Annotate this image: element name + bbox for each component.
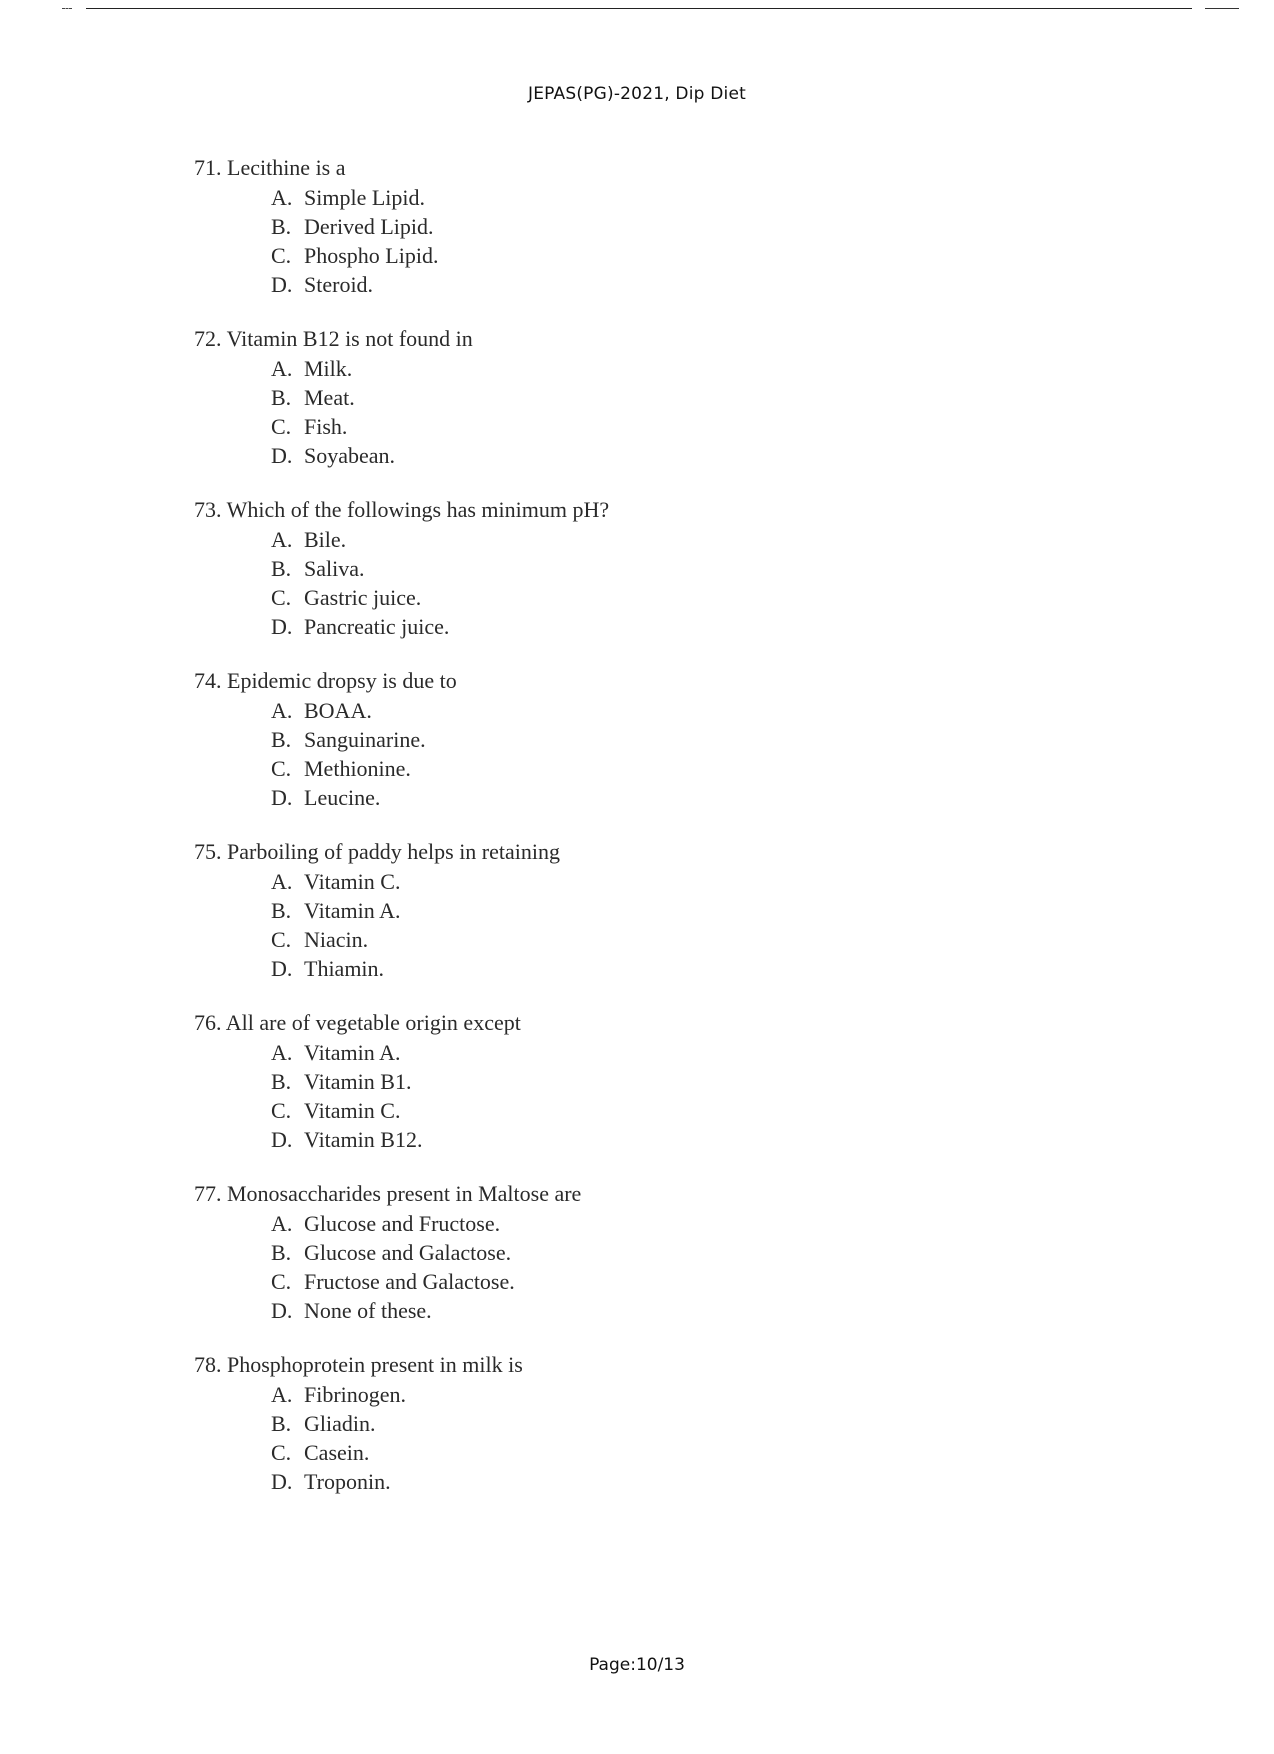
- answer-option: [271, 1438, 1094, 1467]
- answer-option: [271, 383, 1094, 412]
- question-stem: Lecithine is a: [227, 155, 346, 180]
- question-text: [194, 1351, 1094, 1380]
- option-text: Vitamin C.: [304, 869, 401, 894]
- option-text: Methionine.: [304, 756, 411, 781]
- option-text: Simple Lipid.: [304, 185, 425, 210]
- answer-option: [271, 1238, 1094, 1267]
- option-text: Niacin.: [304, 927, 369, 952]
- question-stem: All are of vegetable origin except: [225, 1010, 521, 1035]
- answer-option: [271, 1380, 1094, 1409]
- option-letter: D.: [271, 614, 293, 639]
- question-stem: Phosphoprotein present in milk is: [227, 1352, 523, 1377]
- question-text: [194, 1180, 1094, 1209]
- option-letter: B.: [271, 1069, 292, 1094]
- answer-option: [271, 1096, 1094, 1125]
- option-text: Glucose and Galactose.: [304, 1240, 512, 1265]
- option-letter: A.: [271, 1382, 293, 1407]
- answer-option: [271, 212, 1094, 241]
- option-letter: B.: [271, 556, 292, 581]
- question-text: [194, 1009, 1094, 1038]
- question-stem: Epidemic dropsy is due to: [227, 668, 457, 693]
- question-item: [194, 1009, 1094, 1154]
- option-list: [194, 867, 1094, 983]
- question-number: 77.: [194, 1181, 222, 1206]
- answer-option: [271, 1267, 1094, 1296]
- option-letter: C.: [271, 585, 292, 610]
- option-letter: D.: [271, 785, 293, 810]
- answer-option: [271, 925, 1094, 954]
- option-list: [194, 1380, 1094, 1496]
- option-letter: C.: [271, 927, 292, 952]
- answer-option: [271, 954, 1094, 983]
- question-number: 71.: [194, 155, 222, 180]
- option-letter: C.: [271, 243, 292, 268]
- option-text: Gliadin.: [304, 1411, 376, 1436]
- option-text: Vitamin A.: [304, 898, 401, 923]
- answer-option: [271, 241, 1094, 270]
- page-header: JEPAS(PG)-2021, Dip Diet: [528, 84, 746, 104]
- option-text: Bile.: [304, 527, 347, 552]
- option-text: Leucine.: [304, 785, 381, 810]
- question-number: 78.: [194, 1352, 222, 1377]
- question-stem: Which of the followings has minimum pH?: [226, 497, 610, 522]
- option-text: None of these.: [304, 1298, 432, 1323]
- answer-option: [271, 1467, 1094, 1496]
- option-letter: C.: [271, 1440, 292, 1465]
- option-text: Phospho Lipid.: [304, 243, 439, 268]
- option-letter: A.: [271, 698, 293, 723]
- question-list: [194, 154, 1094, 1522]
- option-text: Soyabean.: [304, 443, 396, 468]
- option-letter: B.: [271, 385, 292, 410]
- option-letter: B.: [271, 727, 292, 752]
- option-text: Sanguinarine.: [304, 727, 426, 752]
- answer-option: [271, 754, 1094, 783]
- question-stem: Vitamin B12 is not found in: [226, 326, 473, 351]
- question-item: [194, 496, 1094, 641]
- option-text: Vitamin B12.: [304, 1127, 423, 1152]
- option-letter: C.: [271, 756, 292, 781]
- option-list: [194, 183, 1094, 299]
- question-number: 75.: [194, 839, 222, 864]
- question-number: 73.: [194, 497, 222, 522]
- option-letter: A.: [271, 869, 293, 894]
- answer-option: [271, 1125, 1094, 1154]
- option-letter: C.: [271, 1269, 292, 1294]
- top-border-dash: [62, 8, 72, 9]
- question-text: [194, 154, 1094, 183]
- option-letter: B.: [271, 1240, 292, 1265]
- option-letter: C.: [271, 414, 292, 439]
- option-letter: A.: [271, 356, 293, 381]
- answer-option: [271, 441, 1094, 470]
- answer-option: [271, 1296, 1094, 1325]
- option-text: Pancreatic juice.: [304, 614, 450, 639]
- answer-option: [271, 1409, 1094, 1438]
- answer-option: [271, 354, 1094, 383]
- option-letter: D.: [271, 443, 293, 468]
- question-item: [194, 838, 1094, 983]
- option-text: Thiamin.: [304, 956, 385, 981]
- answer-option: [271, 1067, 1094, 1096]
- answer-option: [271, 270, 1094, 299]
- top-border-line: [86, 8, 1192, 9]
- option-text: Meat.: [304, 385, 355, 410]
- top-border-end: [1205, 8, 1239, 9]
- question-text: [194, 325, 1094, 354]
- option-letter: A.: [271, 527, 293, 552]
- question-stem: Parboiling of paddy helps in retaining: [227, 839, 560, 864]
- option-letter: D.: [271, 1127, 293, 1152]
- option-text: Troponin.: [304, 1469, 391, 1494]
- option-text: Steroid.: [304, 272, 374, 297]
- option-text: Casein.: [304, 1440, 370, 1465]
- option-text: Fibrinogen.: [304, 1382, 407, 1407]
- option-list: [194, 354, 1094, 470]
- question-number: 72.: [194, 326, 222, 351]
- answer-option: [271, 1209, 1094, 1238]
- answer-option: [271, 612, 1094, 641]
- option-text: Derived Lipid.: [304, 214, 434, 239]
- option-text: Gastric juice.: [304, 585, 422, 610]
- option-list: [194, 1209, 1094, 1325]
- option-letter: D.: [271, 272, 293, 297]
- question-item: [194, 1180, 1094, 1325]
- option-letter: A.: [271, 1040, 293, 1065]
- option-letter: D.: [271, 956, 293, 981]
- question-item: [194, 325, 1094, 470]
- question-text: [194, 667, 1094, 696]
- option-list: [194, 1038, 1094, 1154]
- question-stem: Monosaccharides present in Maltose are: [227, 1181, 582, 1206]
- option-text: Vitamin C.: [304, 1098, 401, 1123]
- answer-option: [271, 1038, 1094, 1067]
- question-number: 74.: [194, 668, 222, 693]
- option-letter: B.: [271, 214, 292, 239]
- question-item: [194, 154, 1094, 299]
- answer-option: [271, 412, 1094, 441]
- question-item: [194, 1351, 1094, 1496]
- question-item: [194, 667, 1094, 812]
- option-text: Fish.: [304, 414, 348, 439]
- option-letter: B.: [271, 1411, 292, 1436]
- option-letter: D.: [271, 1298, 293, 1323]
- option-list: [194, 525, 1094, 641]
- option-text: Glucose and Fructose.: [304, 1211, 501, 1236]
- option-text: Vitamin B1.: [304, 1069, 412, 1094]
- option-letter: A.: [271, 185, 293, 210]
- question-text: [194, 496, 1094, 525]
- page-number: Page:10/13: [589, 1655, 685, 1675]
- answer-option: [271, 554, 1094, 583]
- question-text: [194, 838, 1094, 867]
- answer-option: [271, 583, 1094, 612]
- option-text: Milk.: [304, 356, 353, 381]
- option-letter: B.: [271, 898, 292, 923]
- option-letter: C.: [271, 1098, 292, 1123]
- option-letter: A.: [271, 1211, 293, 1236]
- answer-option: [271, 725, 1094, 754]
- option-list: [194, 696, 1094, 812]
- answer-option: [271, 783, 1094, 812]
- option-letter: D.: [271, 1469, 293, 1494]
- answer-option: [271, 696, 1094, 725]
- answer-option: [271, 525, 1094, 554]
- option-text: Vitamin A.: [304, 1040, 401, 1065]
- option-text: Saliva.: [304, 556, 365, 581]
- answer-option: [271, 867, 1094, 896]
- option-text: BOAA.: [304, 698, 372, 723]
- answer-option: [271, 896, 1094, 925]
- question-number: 76.: [194, 1010, 222, 1035]
- option-text: Fructose and Galactose.: [304, 1269, 515, 1294]
- answer-option: [271, 183, 1094, 212]
